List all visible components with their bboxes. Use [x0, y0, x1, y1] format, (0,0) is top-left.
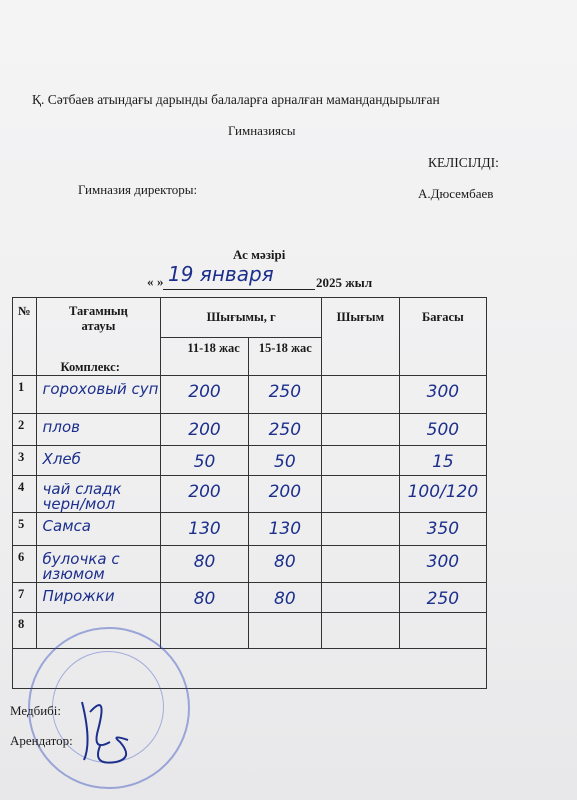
row-number: 1 — [13, 376, 37, 414]
header-price: Бағасы — [399, 298, 486, 376]
row-number: 4 — [13, 476, 37, 513]
row-number: 3 — [13, 446, 37, 476]
output-value — [321, 583, 399, 613]
yield-age-11-18: 200 — [161, 476, 248, 513]
yield-age-15-18: 250 — [248, 376, 321, 414]
table-row — [13, 414, 487, 446]
date-handwritten: 19 января — [168, 262, 274, 286]
output-value — [321, 546, 399, 583]
header-age-11-18: 11-18 жас — [161, 338, 248, 376]
output-value — [321, 476, 399, 513]
director-label: Гимназия директоры: — [78, 182, 198, 197]
yield-age-15-18: 80 — [248, 546, 321, 583]
price-value: 15 — [399, 446, 486, 476]
header-age-15-18: 15-18 жас — [248, 338, 321, 376]
price-value: 250 — [399, 583, 486, 613]
header-num: № — [13, 298, 37, 376]
row-number: 2 — [13, 414, 37, 446]
header-output: Шығым — [321, 298, 399, 376]
output-value — [321, 613, 399, 649]
yield-age-11-18: 80 — [161, 546, 248, 583]
table-row — [13, 446, 487, 476]
row-number: 6 — [13, 546, 37, 583]
yield-age-11-18: 200 — [161, 376, 248, 414]
agreed-label: КЕЛІСІЛДІ: — [428, 155, 499, 170]
header-line-1: Қ. Сәтбаев атындағы дарынды балаларға арналған мамандандырылған — [32, 92, 440, 107]
nurse-label: Медбибі: — [10, 703, 62, 718]
director-name: А.Дюсембаев — [418, 186, 494, 201]
yield-age-15-18: 200 — [248, 476, 321, 513]
table-row — [13, 583, 487, 613]
row-number: 7 — [13, 583, 37, 613]
output-value — [321, 414, 399, 446]
yield-age-15-18 — [248, 613, 321, 649]
output-value — [321, 513, 399, 546]
yield-age-11-18 — [161, 613, 248, 649]
date-open-quote: « — [147, 274, 154, 289]
table-row — [13, 546, 487, 583]
dish-name: Хлеб — [36, 446, 161, 476]
row-number: 5 — [13, 513, 37, 546]
header-dish-name: Тағамның атауы Комплекс: — [36, 298, 161, 376]
price-value: 350 — [399, 513, 486, 546]
date-year: 2025 жыл — [316, 275, 373, 290]
dish-name: булочка с изюмом — [36, 546, 161, 583]
tenant-label: Арендатор: — [10, 733, 73, 748]
menu-title: Ас мәзірі — [233, 247, 286, 262]
yield-age-15-18: 50 — [248, 446, 321, 476]
yield-age-15-18: 130 — [248, 513, 321, 546]
yield-age-11-18: 130 — [161, 513, 248, 546]
dish-name: Самса — [36, 513, 161, 546]
yield-age-11-18: 50 — [161, 446, 248, 476]
signature — [70, 682, 150, 772]
yield-age-15-18: 80 — [248, 583, 321, 613]
output-value — [321, 446, 399, 476]
price-value: 500 — [399, 414, 486, 446]
yield-age-11-18: 80 — [161, 583, 248, 613]
row-number: 8 — [13, 613, 37, 649]
table-row — [13, 376, 487, 414]
table-row — [13, 513, 487, 546]
menu-rows — [13, 376, 487, 649]
price-value: 300 — [399, 546, 486, 583]
dish-name: Пирожки — [36, 583, 161, 613]
header-line-2: Гимназиясы — [228, 123, 296, 138]
date-close-quote: » — [157, 274, 164, 289]
header-yield: Шығымы, г — [161, 298, 322, 338]
output-value — [321, 376, 399, 414]
price-value: 100/120 — [399, 476, 486, 513]
dish-name: гороховый суп — [36, 376, 161, 414]
yield-age-15-18: 250 — [248, 414, 321, 446]
dish-name: плов — [36, 414, 161, 446]
price-value: 300 — [399, 376, 486, 414]
yield-age-11-18: 200 — [161, 414, 248, 446]
price-value — [399, 613, 486, 649]
date-underline — [163, 289, 315, 290]
table-row — [13, 476, 487, 513]
header-complex: Комплекс: — [60, 360, 120, 374]
dish-name: чай сладк черн/мол — [36, 476, 161, 513]
